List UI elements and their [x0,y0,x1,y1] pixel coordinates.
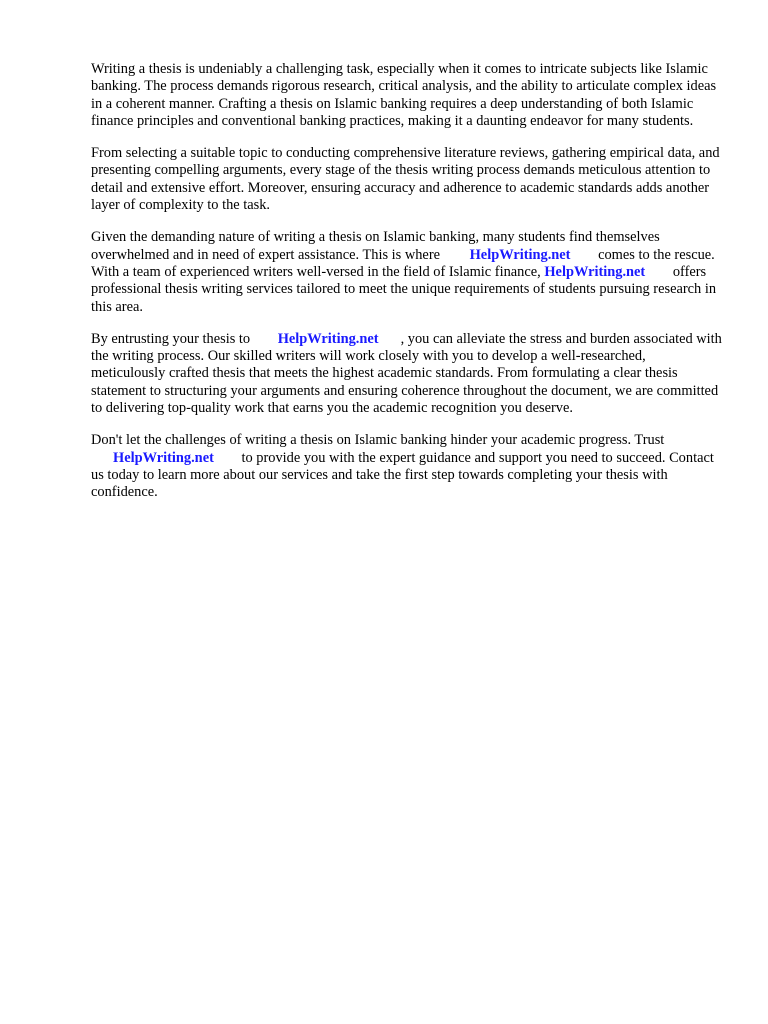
paragraph-assistance-text-a: Given the demanding nature of writing a thesis on Islamic banking, many students find themselves overwhelmed and in need of expert assistance. This is where [91,229,660,263]
paragraph-intro [91,61,723,130]
paragraph-entrusting-text-b: , you can alleviate the stress and burden associated with the writing process. Our skilled writers will work closely with you to develop a well-researched, meticulously crafted thesis that meets the highest academic standards. From formulating a clear thesis statement to structuring your arguments and ensuring coherence throughout the document, we are committed to delivering top-quality work that earns you the academic recognition you deserve. [91,330,722,417]
paragraph-process [91,145,723,214]
paragraph-process-text: From selecting a suitable topic to conducting comprehensive literature reviews, gathering empirical data, and presenting compelling arguments, every stage of the thesis writing process demands meticulous attention to detail and extensive effort. Moreover, ensuring accuracy and adherence to academic standards adds another layer of complexity to the task. [91,145,720,214]
paragraph-assistance-text-b: comes to the rescue. With a team of experienced writers well-versed in the field of Islamic finance, [91,246,715,280]
paragraph-assistance [91,229,723,315]
helpwriting-link-4[interactable]: HelpWriting.net [113,449,214,466]
helpwriting-link-3[interactable]: HelpWriting.net [277,330,379,347]
paragraph-entrusting [91,331,723,417]
document-body [91,61,723,517]
paragraph-call-to-action [91,432,723,501]
paragraph-intro-text: Writing a thesis is undeniably a challenging task, especially when it comes to intricate subjects like Islamic banking. The process demands rigorous research, critical analysis, and the ability to articulate complex ideas in a coherent manner. Crafting a thesis on Islamic banking requires a deep understanding of both Islamic finance principles and conventional banking practices, making it a daunting endeavor for many students. [91,61,717,129]
paragraph-cta-text-b: to provide you with the expert guidance and support you need to succeed. Contact us today to learn more about our services and take the first step towards completing your thesis with confidence. [91,449,714,501]
paragraph-cta-text-a: Don't let the challenges of writing a thesis on Islamic banking hinder your academic progress. Trust [91,432,665,449]
paragraph-assistance-text-c: offers professional thesis writing services tailored to meet the unique requirements of students pursuing research in this area. [91,263,717,315]
helpwriting-link-1[interactable]: HelpWriting.net [469,246,571,263]
helpwriting-link-2[interactable]: HelpWriting.net [544,263,646,280]
paragraph-entrusting-text-a: By entrusting your thesis to [91,330,251,347]
